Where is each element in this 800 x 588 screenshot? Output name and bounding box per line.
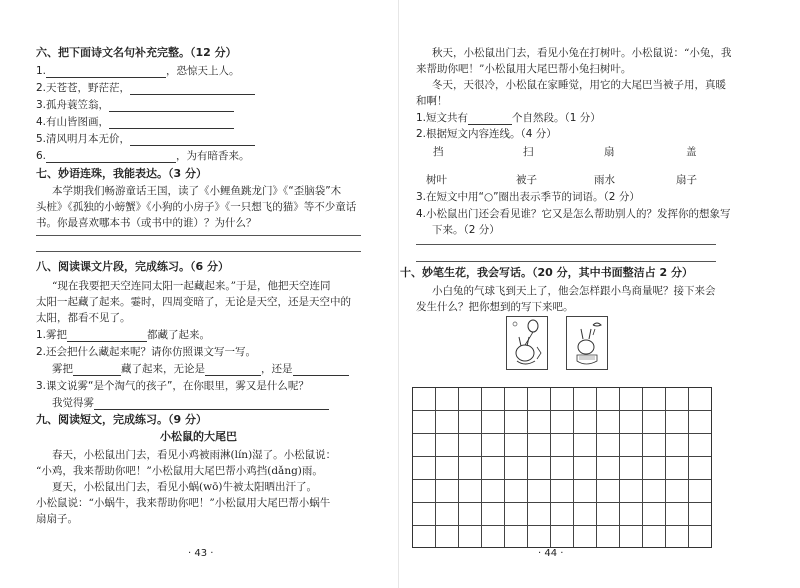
- story-line-5: 扇扇子。: [36, 513, 78, 525]
- match-top-3[interactable]: 扇: [604, 146, 615, 158]
- story-title: 小松鼠的大尾巴: [160, 430, 237, 443]
- s8-passage-1: “现在我要把天空连同太阳一起藏起来。”于是，他把天空连同: [52, 280, 331, 292]
- match-bottom-3[interactable]: 雨水: [594, 174, 615, 186]
- r-q2: 2.根据短文内容连线。（4 分）: [416, 128, 557, 140]
- story-cont-4: 和啊！: [416, 95, 448, 107]
- fill-blank[interactable]: [94, 398, 329, 410]
- section-8-title: 八、阅读课文片段，完成练习。（6 分）: [36, 260, 229, 273]
- fill-blank[interactable]: [130, 134, 255, 146]
- s8-q1: 1.雾把 都藏了起来。: [36, 329, 211, 341]
- section-6-title: 六、把下面诗文名句补充完整。（12 分）: [36, 46, 237, 59]
- story-line-4: 小松鼠说：“小蜗牛，我来帮助你吧！”小松鼠用大尾巴帮小蜗牛: [36, 497, 331, 509]
- r-q4-line-1: 4.小松鼠出门还会看见谁？它又是怎么帮助别人的？发挥你的想象写: [416, 208, 731, 220]
- s7-line-1: 本学期我们畅游童话王国，读了《小鲤鱼跳龙门》《“歪脑袋”木: [52, 185, 342, 197]
- s8-q3: 3.课文说雾“是个淘气的孩子”，在你眼里，雾又是什么呢？: [36, 380, 309, 392]
- fill-blank[interactable]: [109, 117, 234, 129]
- match-bottom-1[interactable]: 树叶: [426, 174, 447, 186]
- rabbit-bird-illustration: [566, 316, 608, 370]
- story-cont-2: 来帮助你吧！”小松鼠用大尾巴帮小兔扫树叶。: [416, 63, 632, 75]
- page-number: · 44 ·: [538, 548, 564, 559]
- rabbit-balloon-illustration: [506, 316, 548, 370]
- fill-blank[interactable]: [67, 330, 147, 342]
- fill-blank[interactable]: [293, 364, 349, 376]
- answer-line[interactable]: [416, 244, 716, 245]
- match-top-2[interactable]: 扫: [523, 146, 534, 158]
- balloon-icon: [507, 317, 547, 369]
- fill-blank[interactable]: [468, 113, 512, 125]
- match-bottom-4[interactable]: 扇子: [676, 174, 697, 186]
- answer-line[interactable]: [36, 251, 361, 252]
- fill-blank[interactable]: [46, 151, 176, 163]
- answer-line[interactable]: [416, 261, 716, 262]
- s10-prompt-2: 发生什么？把你想到的写下来吧。: [416, 301, 574, 313]
- r-q3: 3.在短文中用“○”圈出表示季节的词语。（2 分）: [416, 191, 640, 203]
- section-7-title: 七、妙语连珠，我能表达。（3 分）: [36, 167, 207, 180]
- s6-item-1: 1. ，恐惊天上人。: [36, 65, 240, 77]
- s8-q3-fill: 我觉得雾: [52, 396, 329, 410]
- s6-item-2: 2.天苍苍，野茫茫，: [36, 81, 255, 95]
- s8-q2: 2.还会把什么藏起来呢？请你仿照课文写一写。: [36, 346, 257, 358]
- s7-line-2: 头桩》《孤独的小螃蟹》《小狗的小房子》《一只想飞的猫》等不少童话: [36, 201, 357, 213]
- story-line-1: 春天，小松鼠出门去，看见小鸡被雨淋(lín)湿了。小松鼠说：: [52, 449, 337, 461]
- s10-prompt-1: 小白兔的气球飞到天上了，他会怎样跟小鸟商量呢？接下来会: [432, 285, 716, 297]
- story-line-3: 夏天，小松鼠出门去，看见小蜗(wō)牛被太阳晒出汗了。: [52, 481, 318, 493]
- section-9-title: 九、阅读短文，完成练习。（9 分）: [36, 413, 207, 426]
- story-line-2: “小鸡，我来帮助你吧！”小松鼠用大尾巴帮小鸡挡(dǎng)雨。: [36, 465, 323, 477]
- page-number: · 43 ·: [188, 548, 214, 559]
- match-bottom-2[interactable]: 被子: [516, 174, 537, 186]
- s6-item-5: 5.清风明月本无价，: [36, 132, 255, 146]
- fill-blank[interactable]: [46, 66, 166, 78]
- s6-item-6: 6. ，为有暗香来。: [36, 150, 250, 162]
- s8-passage-2: 太阳一起藏了起来。霎时，四周变暗了，无论是天空，还是天空中的: [36, 296, 351, 308]
- bird-icon: [567, 317, 607, 369]
- fill-blank[interactable]: [130, 83, 255, 95]
- writing-grid[interactable]: [412, 387, 712, 548]
- s8-q2-fill: 雾把 藏了起来，无论是 ，还是: [52, 362, 349, 376]
- s8-passage-3: 太阳，都看不见了。: [36, 312, 131, 324]
- fill-blank[interactable]: [73, 364, 121, 376]
- r-q1: 1.短文共有 个自然段。（1 分）: [416, 112, 601, 124]
- story-cont-3: 冬天，天很冷，小松鼠在家睡觉，用它的大尾巴当被子用，真暖: [432, 79, 726, 91]
- r-q4-line-2: 下来。（2 分）: [432, 224, 500, 236]
- s7-line-3: 书。你最喜欢哪本书（或书中的谁）？为什么？: [36, 217, 257, 229]
- section-10-title: 十、妙笔生花，我会写话。（20 分，其中书面整洁占 2 分）: [400, 266, 693, 279]
- match-top-1[interactable]: 挡: [433, 146, 444, 158]
- fill-blank[interactable]: [109, 100, 234, 112]
- story-cont-1: 秋天，小松鼠出门去，看见小兔在打树叶。小松鼠说：“小兔，我: [432, 47, 732, 59]
- fill-blank[interactable]: [205, 364, 261, 376]
- answer-line[interactable]: [36, 235, 361, 236]
- match-top-4[interactable]: 盖: [686, 146, 697, 158]
- s6-item-3: 3.孤舟蓑笠翁，: [36, 98, 234, 112]
- s6-item-4: 4.有山皆图画，: [36, 115, 234, 129]
